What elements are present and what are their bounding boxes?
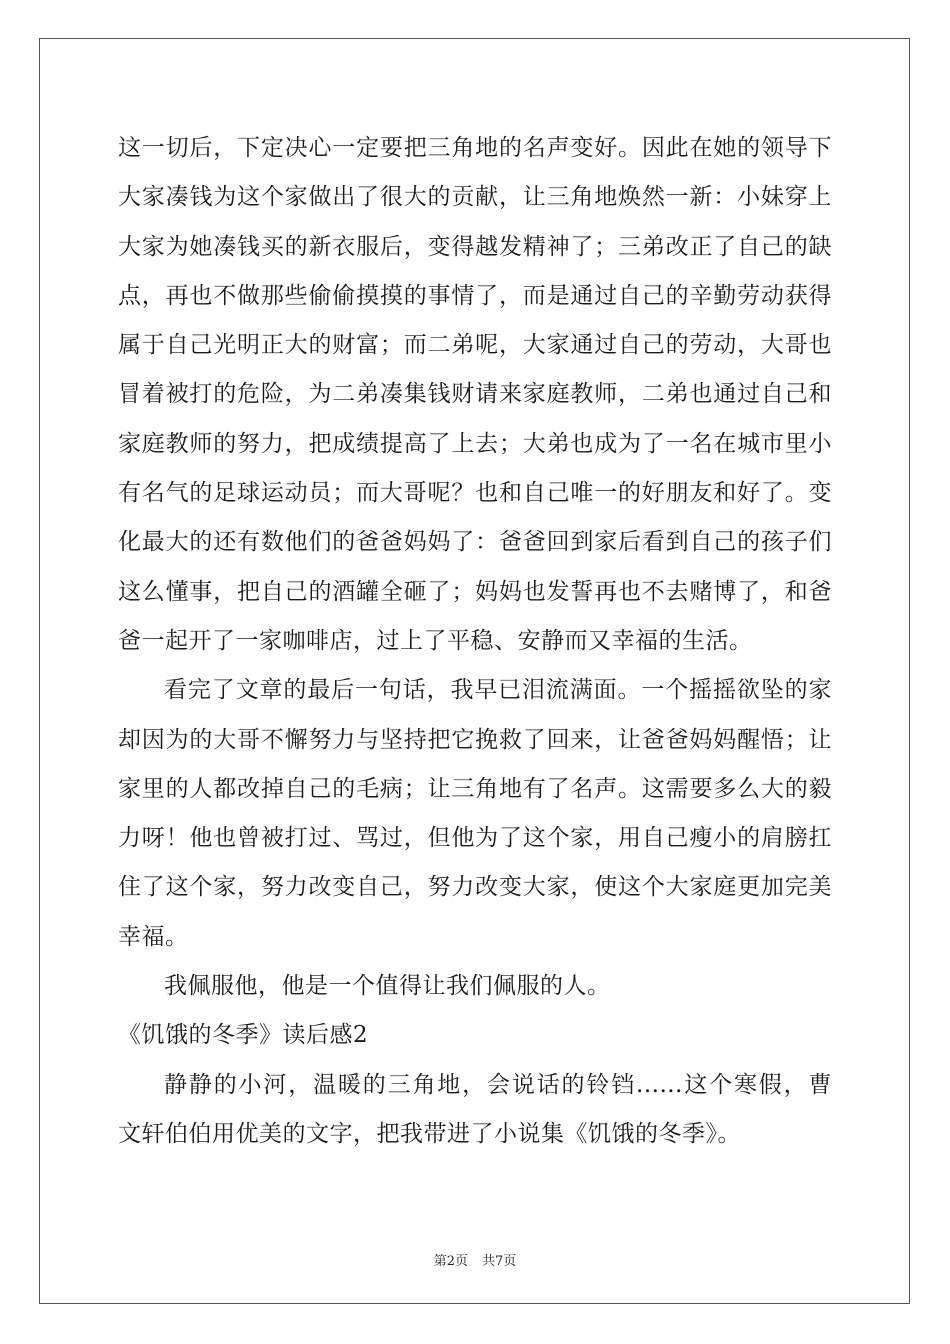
document-body xyxy=(118,124,832,1159)
paragraph-start-line: 看完了文章的最后一句话，我早已泪流满面。一个摇摇欲坠的家 xyxy=(164,677,832,704)
body-line: 化最大的还有数他们的爸爸妈妈了：爸爸回到家后看到自己的孩子们 xyxy=(118,529,832,556)
body-line: 力呀！他也曾被打过、骂过，但他为了这个家，用自己瘦小的肩膀扛 xyxy=(118,825,832,852)
body-line: 这一切后，下定决心一定要把三角地的名声变好。因此在她的领导下 xyxy=(118,135,832,161)
body-line: 却因为的大哥不懈努力与坚持把它挽救了回来，让爸爸妈妈醒悟；让 xyxy=(118,726,832,753)
section-heading: 《饥饿的冬季》读后感2 xyxy=(118,1022,369,1049)
body-line: 爸一起开了一家咖啡店，过上了平稳、安静而又幸福的生活。 xyxy=(118,627,753,654)
body-line: 文轩伯伯用优美的文字，把我带进了小说集《饥饿的冬季》。 xyxy=(118,1120,741,1147)
body-line: 家里的人都改掉自己的毛病；让三角地有了名声。这需要多么大的毅 xyxy=(118,775,832,802)
paragraph-start-line: 我佩服他，他是一个值得让我们佩服的人。 xyxy=(164,973,611,1000)
body-line: 有名气的足球运动员；而大哥呢？也和自己唯一的好朋友和好了。变 xyxy=(118,480,832,507)
body-line: 这么懂事，把自己的酒罐全砸了；妈妈也发誓再也不去赌博了，和爸 xyxy=(118,578,832,605)
body-line: 住了这个家，努力改变自己，努力改变大家，使这个大家庭更加完美 xyxy=(118,874,832,901)
body-line: 冒着被打的危险，为二弟凑集钱财请来家庭教师，二弟也通过自己和 xyxy=(118,381,832,408)
page-footer xyxy=(0,1250,950,1269)
body-line: 属于自己光明正大的财富；而二弟呢，大家通过自己的劳动，大哥也 xyxy=(118,332,832,359)
body-line: 点，再也不做那些偷偷摸摸的事情了，而是通过自己的辛勤劳动获得 xyxy=(118,282,832,309)
page-total: 共7页 xyxy=(482,1254,517,1269)
paragraph-start-line: 静静的小河，温暖的三角地，会说话的铃铛......这个寒假，曹 xyxy=(164,1071,832,1098)
body-line: 家庭教师的努力，把成绩提高了上去；大弟也成为了一名在城市里小 xyxy=(118,430,832,457)
body-line: 幸福。 xyxy=(118,923,189,950)
body-line: 大家凑钱为这个家做出了很大的贡献，让三角地焕然一新：小妹穿上 xyxy=(118,184,832,211)
page-number: 第2页 xyxy=(433,1254,468,1269)
body-line: 大家为她凑钱买的新衣服后，变得越发精神了；三弟改正了自己的缺 xyxy=(118,233,832,260)
